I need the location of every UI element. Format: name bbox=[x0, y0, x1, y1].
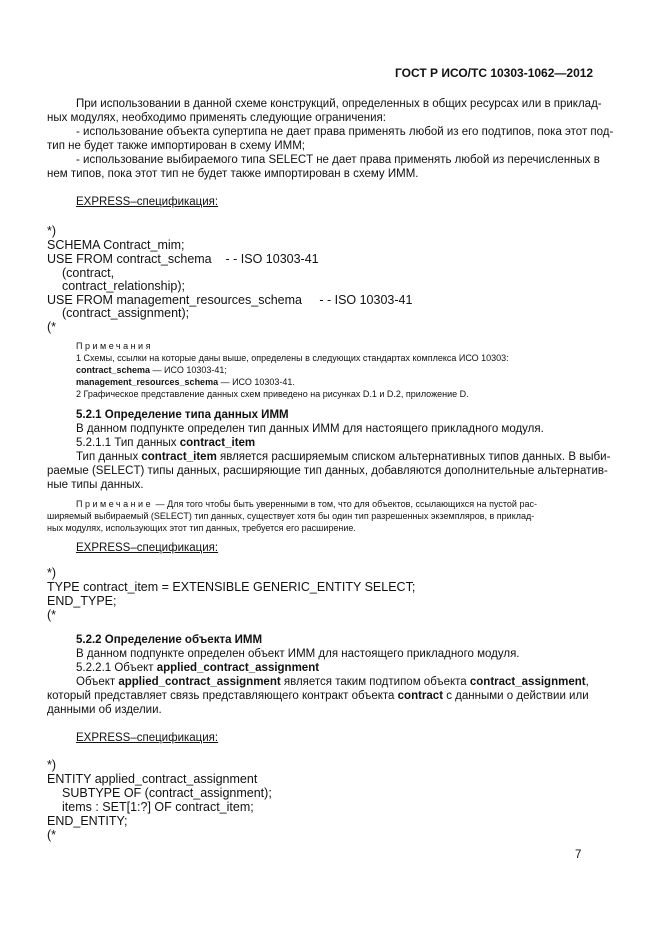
section-heading: 5.2.2 Определение объекта ИММ bbox=[76, 634, 263, 646]
note-line: ширяемый выбираемый (SELECT) тип данных, существует хотя бы один тип разрешенных экземпляров, в приклад- bbox=[47, 511, 535, 521]
code-line: ENTITY applied_contract_assignment bbox=[47, 772, 258, 786]
code-line: (* bbox=[47, 320, 57, 334]
code-line: items : SET[1:?] OF contract_item; bbox=[62, 800, 254, 814]
code-line: (* bbox=[47, 828, 57, 842]
code-line: *) bbox=[47, 566, 57, 580]
section-text: данными об изделии. bbox=[47, 704, 162, 716]
code-line: *) bbox=[47, 224, 57, 238]
document-header: ГОСТ Р ИСО/ТС 10303-1062—2012 bbox=[395, 66, 594, 80]
code-line: (* bbox=[47, 608, 57, 622]
note-line: 2 Графическое представление данных схем приведено на рисунках D.1 и D.2, приложение D. bbox=[76, 389, 469, 399]
express-label: EXPRESS–спецификация: bbox=[76, 732, 219, 744]
section-text: В данном подпункте определен тип данных ИММ для настоящего прикладного модуля. bbox=[76, 423, 544, 435]
code-line: END_ENTITY; bbox=[47, 814, 128, 828]
section-text: В данном подпункте определен объект ИММ для настоящего прикладного модуля. bbox=[76, 648, 520, 660]
section-text: ные типы данных. bbox=[47, 479, 144, 491]
note-line: contract_schema — ИСО 10303-41; bbox=[76, 365, 227, 375]
code-line: (contract_assignment); bbox=[62, 306, 190, 320]
code-line: SUBTYPE OF (contract_assignment); bbox=[62, 786, 272, 800]
note-line: 1 Схемы, ссылки на которые даны выше, определены в следующих стандартах комплекса ИСО 10303: bbox=[76, 353, 509, 363]
subsection-heading: 5.2.1.1 Тип данных contract_item bbox=[76, 437, 256, 449]
express-label: EXPRESS–спецификация: bbox=[76, 196, 219, 208]
schema-name: management_resources_schema bbox=[76, 377, 219, 387]
section-text: Тип данных contract_item является расширяемым списком альтернативных типов данных. В выби- bbox=[76, 451, 611, 463]
express-label: EXPRESS–спецификация: bbox=[76, 542, 219, 554]
intro-line: При использовании в данной схеме конструкций, определенных в общих ресурсах или в приклад- bbox=[76, 98, 602, 110]
section-heading: 5.2.1 Определение типа данных ИММ bbox=[76, 409, 289, 421]
code-line: SCHEMA Contract_mim; bbox=[47, 238, 185, 252]
schema-name: contract_schema bbox=[76, 365, 151, 375]
intro-line: - использование выбираемого типа SELECT не дает права применять любой из перечисленных в bbox=[76, 154, 600, 166]
notes-heading: Примечания bbox=[76, 341, 153, 351]
note-line: Примечание — Для того чтобы быть уверенными в том, что для объектов, ссылающихся на пустой рас- bbox=[76, 499, 537, 509]
intro-line: нем типов, пока этот тип не будет также импортирован в схему ИММ. bbox=[47, 168, 419, 180]
code-line: USE FROM contract_schema - - ISO 10303-41 bbox=[47, 252, 319, 266]
note-line: ных модулях, использующих этот тип данных, требуется его расширение. bbox=[47, 523, 356, 533]
code-line: *) bbox=[47, 758, 57, 772]
intro-line: - использование объекта супертипа не дает права применять любой из его подтипов, пока этот под- bbox=[76, 126, 614, 138]
code-line: END_TYPE; bbox=[47, 594, 117, 608]
section-text: раемые (SELECT) типы данных, расширяющие тип данных, добавляются дополнительные альтернатив- bbox=[47, 465, 608, 477]
section-text: который представляет связь представляющего контракт объекта contract с данными о действии или bbox=[47, 690, 589, 702]
subsection-heading: 5.2.2.1 Объект applied_contract_assignment bbox=[76, 662, 320, 674]
code-line: TYPE contract_item = EXTENSIBLE GENERIC_ENTITY SELECT; bbox=[47, 580, 416, 594]
note-line: management_resources_schema — ИСО 10303-41. bbox=[76, 377, 295, 387]
page-number: 7 bbox=[575, 849, 582, 861]
code-line: (contract, bbox=[62, 266, 115, 280]
intro-line: тип не будет также импортирован в схему ИММ; bbox=[47, 140, 305, 152]
section-text: Объект applied_contract_assignment является таким подтипом объекта contract_assignment, bbox=[76, 676, 589, 688]
note-label: Примечание bbox=[76, 499, 154, 509]
intro-line: ных модулях, необходимо применять следующие ограничения: bbox=[47, 112, 386, 124]
code-line: contract_relationship); bbox=[62, 279, 185, 293]
code-line: USE FROM management_resources_schema - - ISO 10303-41 bbox=[47, 293, 413, 307]
